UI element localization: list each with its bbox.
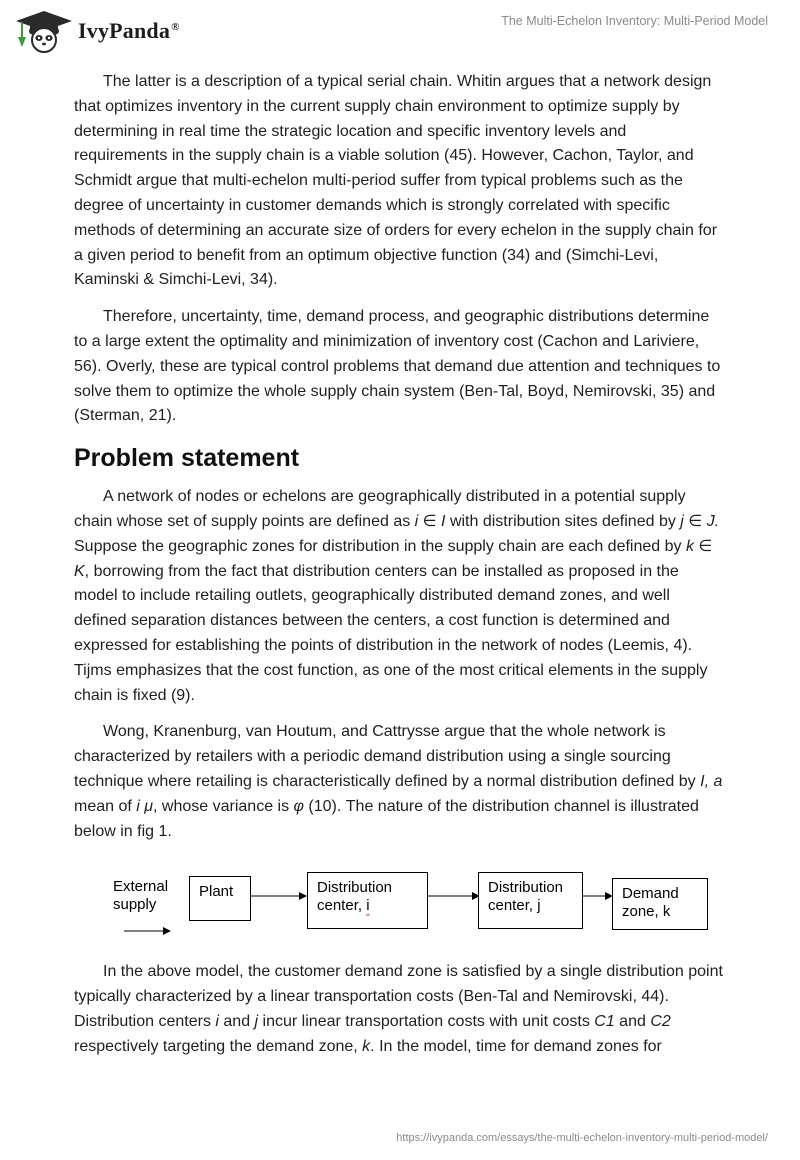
text-run: . In the model, time for demand zones for: [370, 1037, 662, 1055]
distribution-center-i-node: [307, 872, 428, 929]
text-run: mean of: [74, 797, 137, 815]
math-var: C2: [650, 1012, 671, 1030]
dc-j-line-2: center, j: [488, 897, 541, 915]
math-var: i: [414, 512, 419, 530]
dc-j-line-1: Distribution: [488, 879, 564, 897]
paragraph-model-explanation: [74, 960, 724, 1059]
brand-logo[interactable]: [14, 9, 180, 53]
plant-node: [189, 876, 251, 921]
text-run: and: [614, 1012, 651, 1030]
paragraph-uncertainty: Therefore, uncertainty, time, demand process, and geographic distributions determine to a large extent the optimality and minimization of inventory cost (Cachon and Lariviere, 56). Overly, these are typical control problems that demand due attention and techniques to solve them to optimize the whole supply chain system (Ben-Tal, Boyd, Nemirovski, 35) and (Sterman, 21).: [74, 308, 721, 425]
demand-line-2: zone, k: [622, 903, 671, 921]
plant-label: Plant: [199, 883, 234, 901]
text-run: Suppose the geographic zones for distribution in the supply chain are each defined by: [74, 537, 686, 555]
panda-graduate-icon: [14, 9, 74, 53]
dc-i-var: i: [366, 897, 370, 915]
text-run: respectively targeting the demand zone,: [74, 1037, 363, 1055]
text-run: and: [218, 1012, 255, 1030]
math-var: i μ: [136, 797, 154, 815]
text-run: ∈: [683, 512, 707, 530]
math-var: I: [441, 512, 446, 530]
demand-zone-node: [612, 878, 708, 930]
demand-line-1: Demand: [622, 885, 679, 903]
math-var: i: [215, 1012, 219, 1030]
section-heading-problem-statement: Problem statement: [74, 444, 300, 473]
brand-text: IvyPanda: [78, 18, 171, 43]
distribution-center-j-node: [478, 872, 583, 929]
dc-i-line-1: Distribution: [317, 879, 393, 897]
text-run: Wong, Kranenburg, van Houtum, and Cattrysse argue that the whole network is characterized by retailers with a periodic demand distribution using a single sourcing technique where retailing is characteristically defined by a normal distribution defined by: [74, 723, 701, 790]
registered-mark: ®: [171, 20, 180, 33]
text-run: In the above model, the customer demand zone is satisfied by a single distribution point typically characterized by a linear transportation costs (Ben-Tal and Nemirovski, 44). Distribution centers: [74, 963, 723, 1030]
dc-i-line-2: [317, 897, 427, 915]
essay-body: [74, 70, 724, 1072]
page-header: [0, 0, 800, 60]
math-var: J.: [706, 512, 720, 530]
math-var: C1: [594, 1012, 615, 1030]
paragraph-retailers: [74, 720, 724, 844]
external-line-1: External: [113, 878, 169, 896]
math-var: k: [362, 1037, 371, 1055]
text-run: , borrowing from the fact that distribution centers can be installed as proposed in the model to include retailing outlets, geographically distributed demand zones, and well defined separation distances between the centers, a cost function is determined and expressed for establishing the points of distribution in the network of nodes (Leemis, 4). Tijms emphasizes that the cost function, as one of the most critical elements in the supply chain is fixed (9).: [74, 562, 708, 704]
text-run: A network of nodes or echelons are geographically distributed in a potential supply chain whose set of supply points are defined as: [74, 488, 686, 530]
document-title: The Multi-Echelon Inventory: Multi-Period Model: [501, 14, 768, 28]
dc-i-prefix: center,: [317, 897, 367, 915]
math-var: k: [685, 537, 694, 555]
external-line-2: supply: [113, 896, 157, 914]
math-var: j: [680, 512, 684, 530]
text-run: , whose variance is: [153, 797, 294, 815]
paragraph-network-nodes: [74, 485, 724, 708]
math-var: φ: [293, 797, 304, 815]
text-run: ∈: [418, 512, 442, 530]
math-var: j: [254, 1012, 259, 1030]
text-run: ∈: [693, 537, 713, 555]
text-run: incur linear transportation costs with unit costs: [258, 1012, 595, 1030]
math-var: I, a: [700, 772, 723, 790]
external-supply-label: [113, 878, 168, 914]
paragraph-serial-chain: The latter is a description of a typical serial chain. Whitin argues that a network design that optimizes inventory in the current supply chain environment to optimize supply by determining in real time the strategic location and specific inventory levels and requirements in the supply chain is a viable solution (45). However, Cachon, Taylor, and Schmidt argue that multi-echelon multi-period suffer from typical problems such as the degree of uncertainty in customer demands which is strongly correlated with specific methods of determining an accurate size of orders for every echelon in the supply chain for a given period to benefit from an optimum objective function (34) and (Simchi-Levi, Kaminski & Simchi-Levi, 34).: [74, 73, 718, 289]
text-run: with distribution sites defined by: [445, 512, 681, 530]
source-url-link[interactable]: https://ivypanda.com/essays/the-multi-echelon-inventory-multi-period-model/: [396, 1132, 768, 1144]
brand-name: [78, 18, 180, 44]
distribution-channel-diagram: [74, 858, 724, 950]
math-var: K: [74, 562, 85, 580]
text-run: (10). The nature of the distribution channel is illustrated below in fig 1.: [74, 797, 699, 840]
